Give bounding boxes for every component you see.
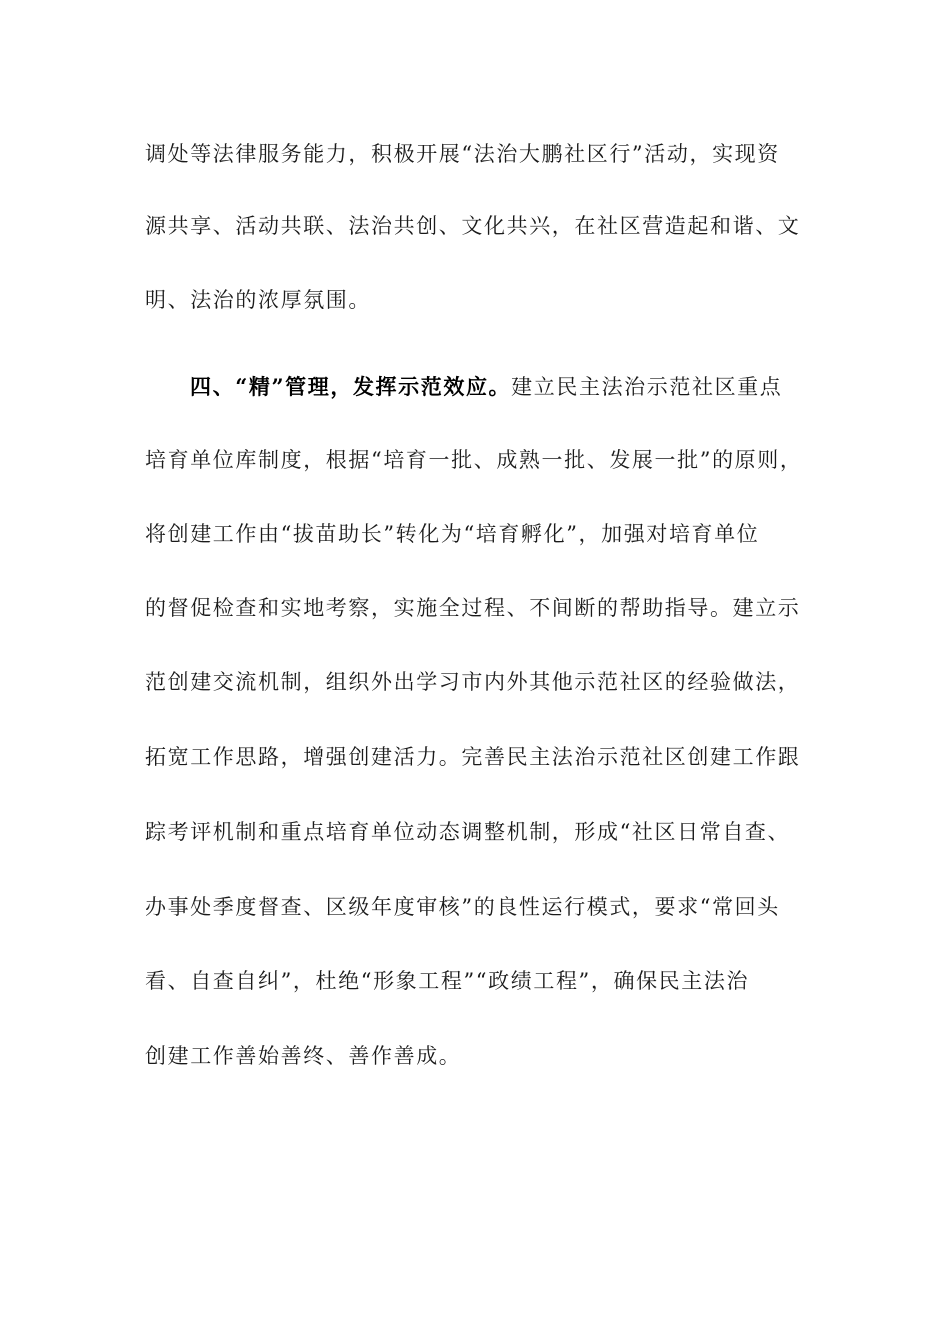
paragraph-2-line-7: 踪考评机制和重点培育单位动态调整机制，形成“社区日常自查、 — [145, 820, 791, 844]
paragraph-2-line-5: 范创建交流机制，组织外出学习市内外其他示范社区的经验做法， — [145, 670, 801, 694]
paragraph-2-line-9: 看、自查自纠”，杜绝“形象工程”“政绩工程”，确保民主法治 — [145, 969, 750, 993]
section-heading: 四、“精”管理，发挥示范效应。 — [190, 374, 512, 399]
paragraph-2-line-4: 的督促检查和实地考察，实施全过程、不间断的帮助指导。建立示 — [145, 596, 801, 620]
paragraph-2-line-1 — [190, 372, 860, 402]
paragraph-1-line-1: 调处等法律服务能力，积极开展“法治大鹏社区行”活动，实现资 — [145, 142, 780, 166]
paragraph-2-line-10: 创建工作善始善终、善作善成。 — [145, 1044, 462, 1068]
paragraph-2-line-8: 办事处季度督查、区级年度审核”的良性运行模式，要求“常回头 — [145, 895, 780, 919]
paragraph-1-line-3: 明、法治的浓厚氛围。 — [145, 288, 371, 312]
paragraph-2-line-2: 培育单位库制度，根据“培育一批、成熟一批、发展一批”的原则， — [145, 448, 803, 472]
paragraph-1-line-2: 源共享、活动共联、法治共创、文化共兴，在社区营造起和谐、文 — [145, 214, 801, 238]
paragraph-2-line-3: 将创建工作由“拔苗助长”转化为“培育孵化”，加强对培育单位 — [145, 522, 760, 546]
section-first-line-text: 建立民主法治示范社区重点 — [511, 375, 783, 399]
paragraph-2-line-6: 拓宽工作思路，增强创建活力。完善民主法治示范社区创建工作跟 — [145, 745, 801, 769]
